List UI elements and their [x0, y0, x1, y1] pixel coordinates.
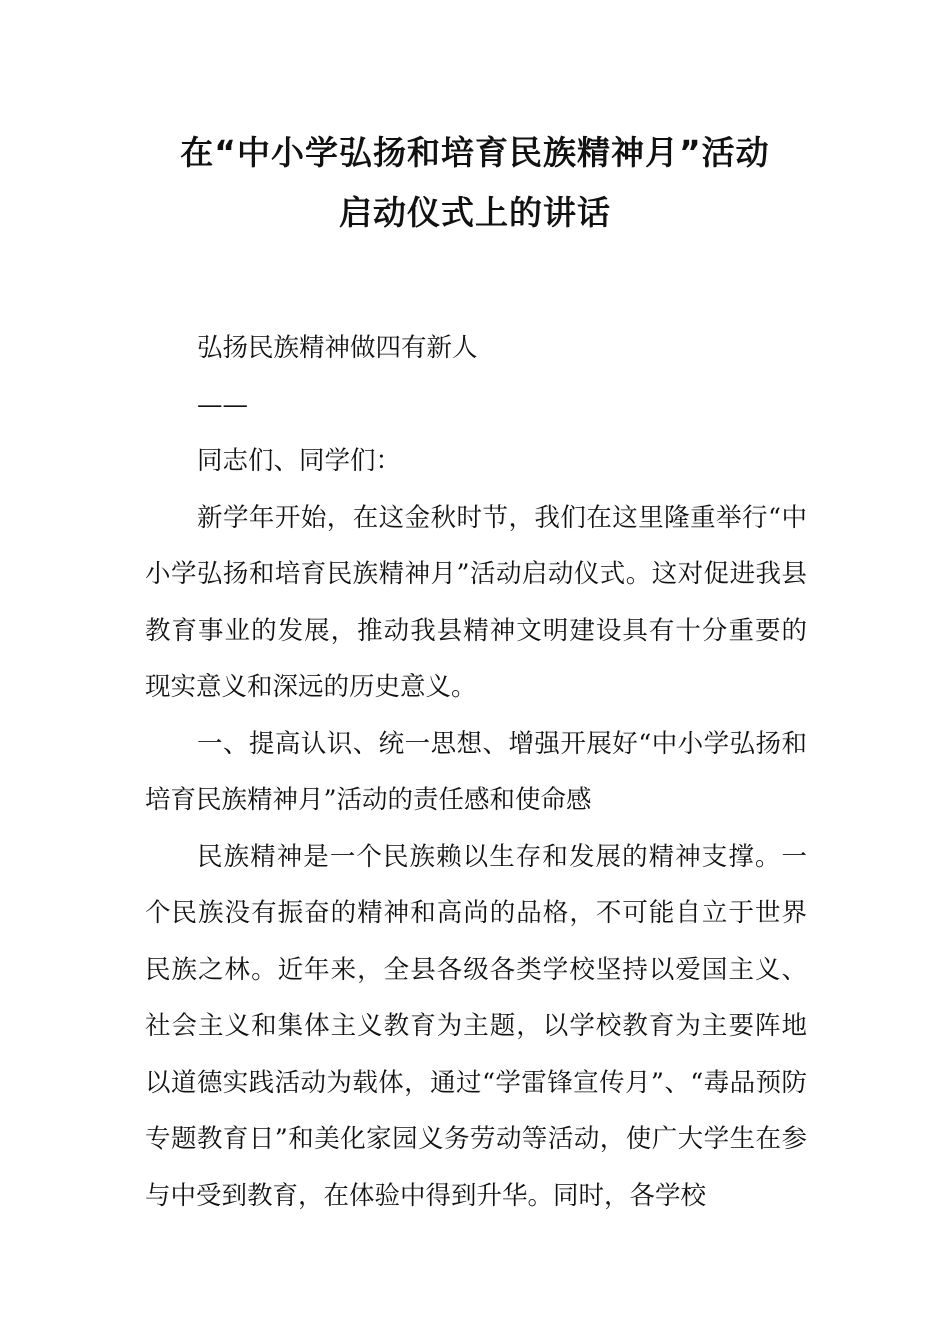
body-paragraph: 民族精神是一个民族赖以生存和发展的精神支撑。一个民族没有振奋的精神和高尚的品格，不可能自立于世界民族之林。近年来，全县各级各类学校坚持以爱国主义、社会主义和集体主义教育为主题，以学校教育为主要阵地以道德实践活动为载体，通过“学雷锋宣传月”、“毒品预防专题教育日”和美化家园义务劳动等活动，使广大学生在参与中受到教育，在体验中得到升华。同时，各学校 — [145, 841, 807, 1211]
salutation-paragraph: 同志们、同学们： — [197, 446, 402, 476]
dash-paragraph: —— — [197, 389, 248, 420]
body-paragraph: 新学年开始，在这金秋时节，我们在这里隆重举行“中小学弘扬和培育民族精神月”活动启动仪式。这对促进我县教育事业的发展，推动我县精神文明建设具有十分重要的现实意义和深远的历史意义。 — [145, 502, 807, 702]
section-heading-paragraph: 一、提高认识、统一思想、增强开展好“中小学弘扬和培育民族精神月”活动的责任感和使命感 — [145, 728, 807, 815]
document-title-line-1: 在“中小学弘扬和培育民族精神月”活动 — [180, 133, 770, 172]
document-title-line-2: 启动仪式上的讲话 — [339, 193, 611, 232]
subtitle-paragraph: 弘扬民族精神做四有新人 — [197, 333, 478, 363]
document-body — [145, 320, 807, 1224]
